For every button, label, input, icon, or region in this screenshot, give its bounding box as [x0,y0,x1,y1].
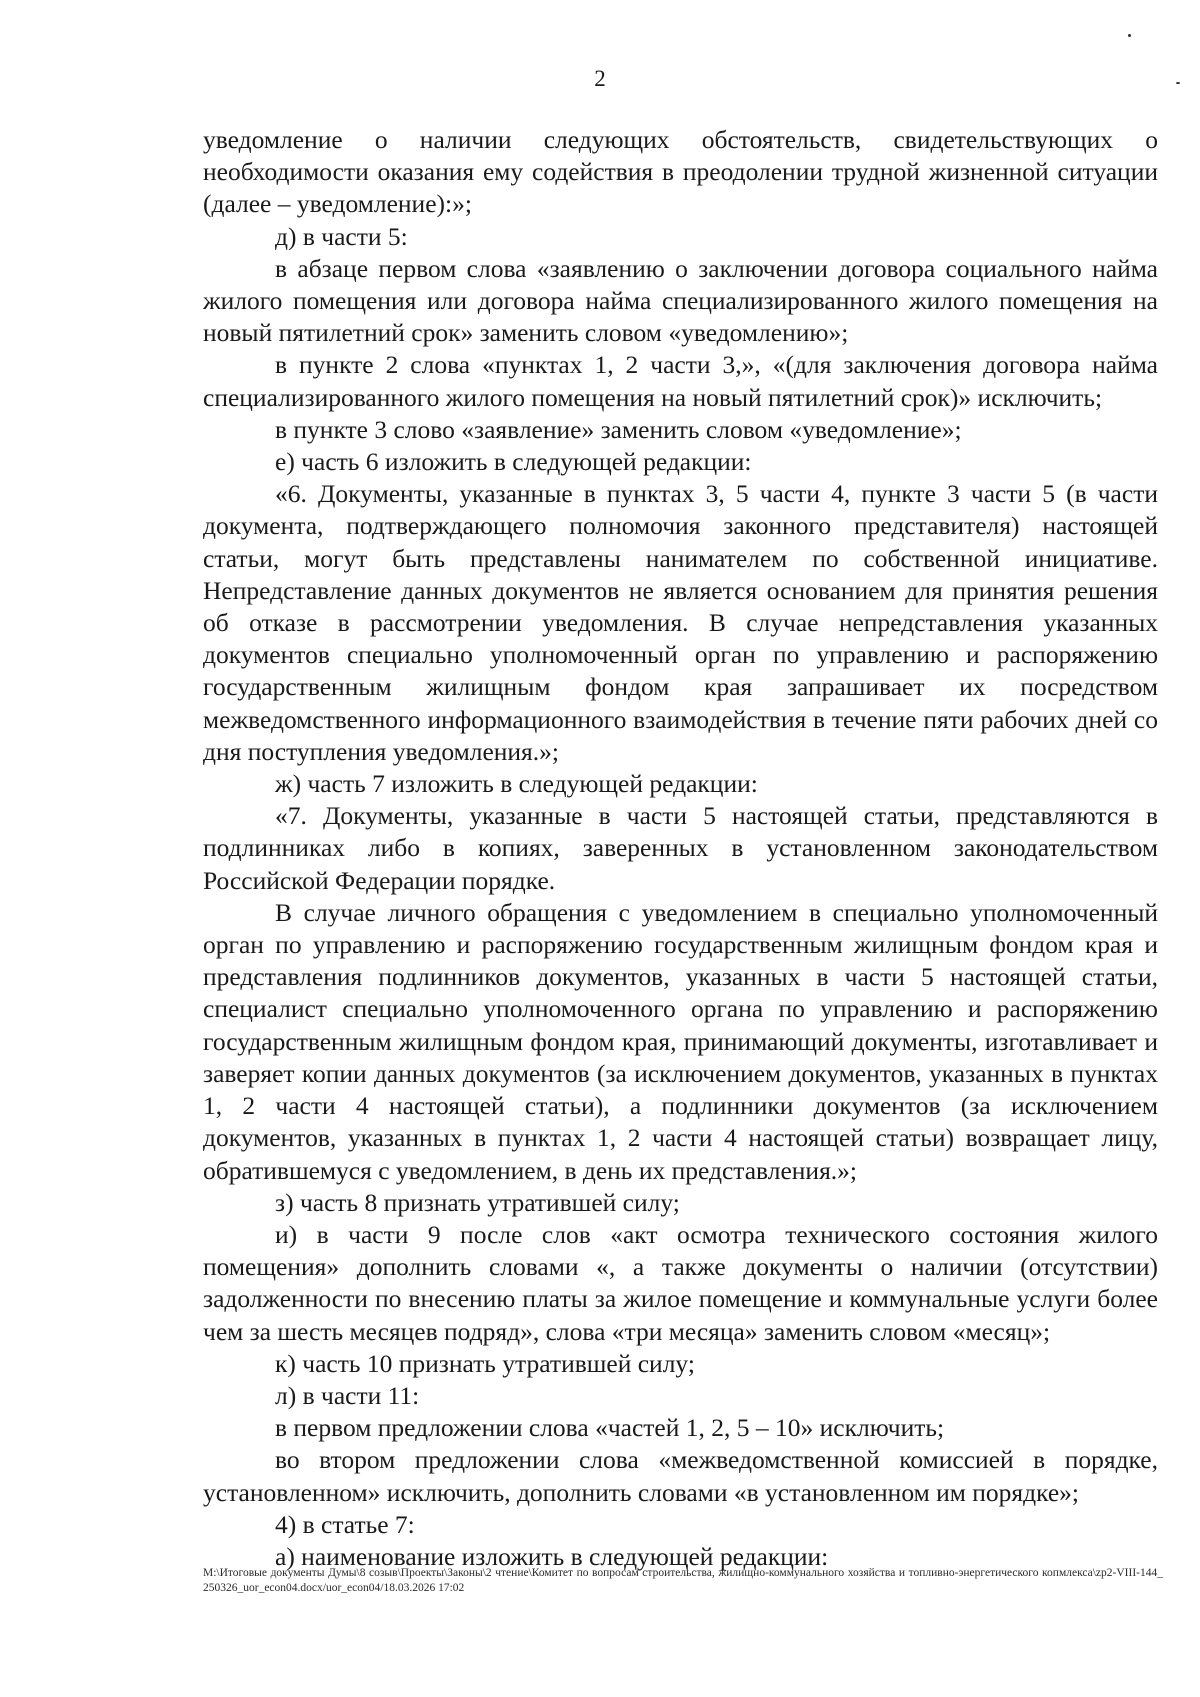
paragraph: а) наименование изложить в следующей редакции: [275,1541,829,1571]
paragraph: и) в части 9 после слов «акт осмотра технического состояния жилого помещения» дополнить словами «, а также документы о наличии (отсутствии) задолженности по внесению платы за жилое помещение и коммунальные услуги более чем за шесть месяцев подряд», слова «три месяца» заменить словом «месяц»; [203,1219,1158,1346]
scan-speck [1176,82,1180,84]
paragraph: 4) в статье 7: [275,1509,415,1539]
paragraph: д) в части 5: [275,221,408,251]
paragraph: во втором предложении слова «межведомственной комиссией в порядке, установленном» исключить, дополнить словами «в установленном им порядке»; [203,1445,1158,1507]
paragraph: з) часть 8 признать утратившей силу; [275,1187,680,1217]
footer-file-path: M:\Итоговые документы Думы\8 созыв\Проекты\Законы\2 чтение\Комитет по вопросам строительства, жилищно-коммунального хозяйства и топливно-энергетического копмлекса\zp2-VIII-144_ 250326_uor_econ04.docx/uor_econ04/18.03.2026 17:02 [203,1567,1163,1594]
paragraph: «6. Документы, указанные в пунктах 3, 5 части 4, пункте 3 части 5 (в части документа, подтверждающего полномочия законного представителя) настоящей статьи, могут быть представлены нанимателем по собственной инициативе. Непредставление данных документов не является основанием для принятия решения об отказе в рассмотрении уведомления. В случае непредставления указанных документов специально уполномоченный орган по управлению и распоряжению государственным жилищным фондом края запрашивает их посредством межведомственного информационного взаимодействия в течение пяти рабочих дней со дня поступления уведомления.»; [203,479,1158,766]
paragraph: л) в части 11: [275,1380,420,1410]
paragraph: в абзаце первом слова «заявлению о заключении договора социального найма жилого помещения или договора найма специализированного жилого помещения на новый пятилетний срок» заменить словом «уведомлению»; [203,253,1158,348]
paragraph: В случае личного обращения с уведомлением в специально уполномоченный орган по управлению и распоряжению государственным жилищным фондом края и представления подлинников документов, указанных в части 5 настоящей статьи, специалист специально уполномоченного органа по управлению и распоряжению государственным жилищным фондом края, принимающий документы, изготавливает и заверяет копии данных документов (за исключением документов, указанных в пунктах 1, 2 части 4 настоящей статьи), а подлинники документов (за исключением документов, указанных в пунктах 1, 2 части 4 настоящей статьи) возвращает лицу, обратившемуся с уведомлением, в день их представления.»; [203,897,1158,1185]
paragraph: в пункте 2 слова «пунктах 1, 2 части 3,», «(для заключения договора найма специализированного жилого помещения на новый пятилетний срок)» исключить; [203,350,1158,412]
paragraph: е) часть 6 изложить в следующей редакции: [275,447,752,477]
paragraph: уведомление о наличии следующих обстоятельств, свидетельствующих о необходимости оказания ему содействия в преодолении трудной жизненной ситуации (далее – уведомление):»; [203,125,1158,219]
paragraph: «7. Документы, указанные в части 5 настоящей статьи, представляются в подлинниках либо в копиях, заверенных в установленном законодательством Российской Федерации порядке. [203,801,1158,895]
document-body [203,124,1158,1573]
page-number: 2 [594,66,606,91]
paragraph: к) часть 10 признать утратившей силу; [275,1348,695,1378]
paragraph: в пункте 3 слово «заявление» заменить словом «уведомление»; [275,414,962,444]
paragraph: ж) часть 7 изложить в следующей редакции: [275,769,758,799]
scan-speck [1128,34,1131,37]
paragraph: в первом предложении слова «частей 1, 2, 5 – 10» исключить; [275,1413,945,1443]
